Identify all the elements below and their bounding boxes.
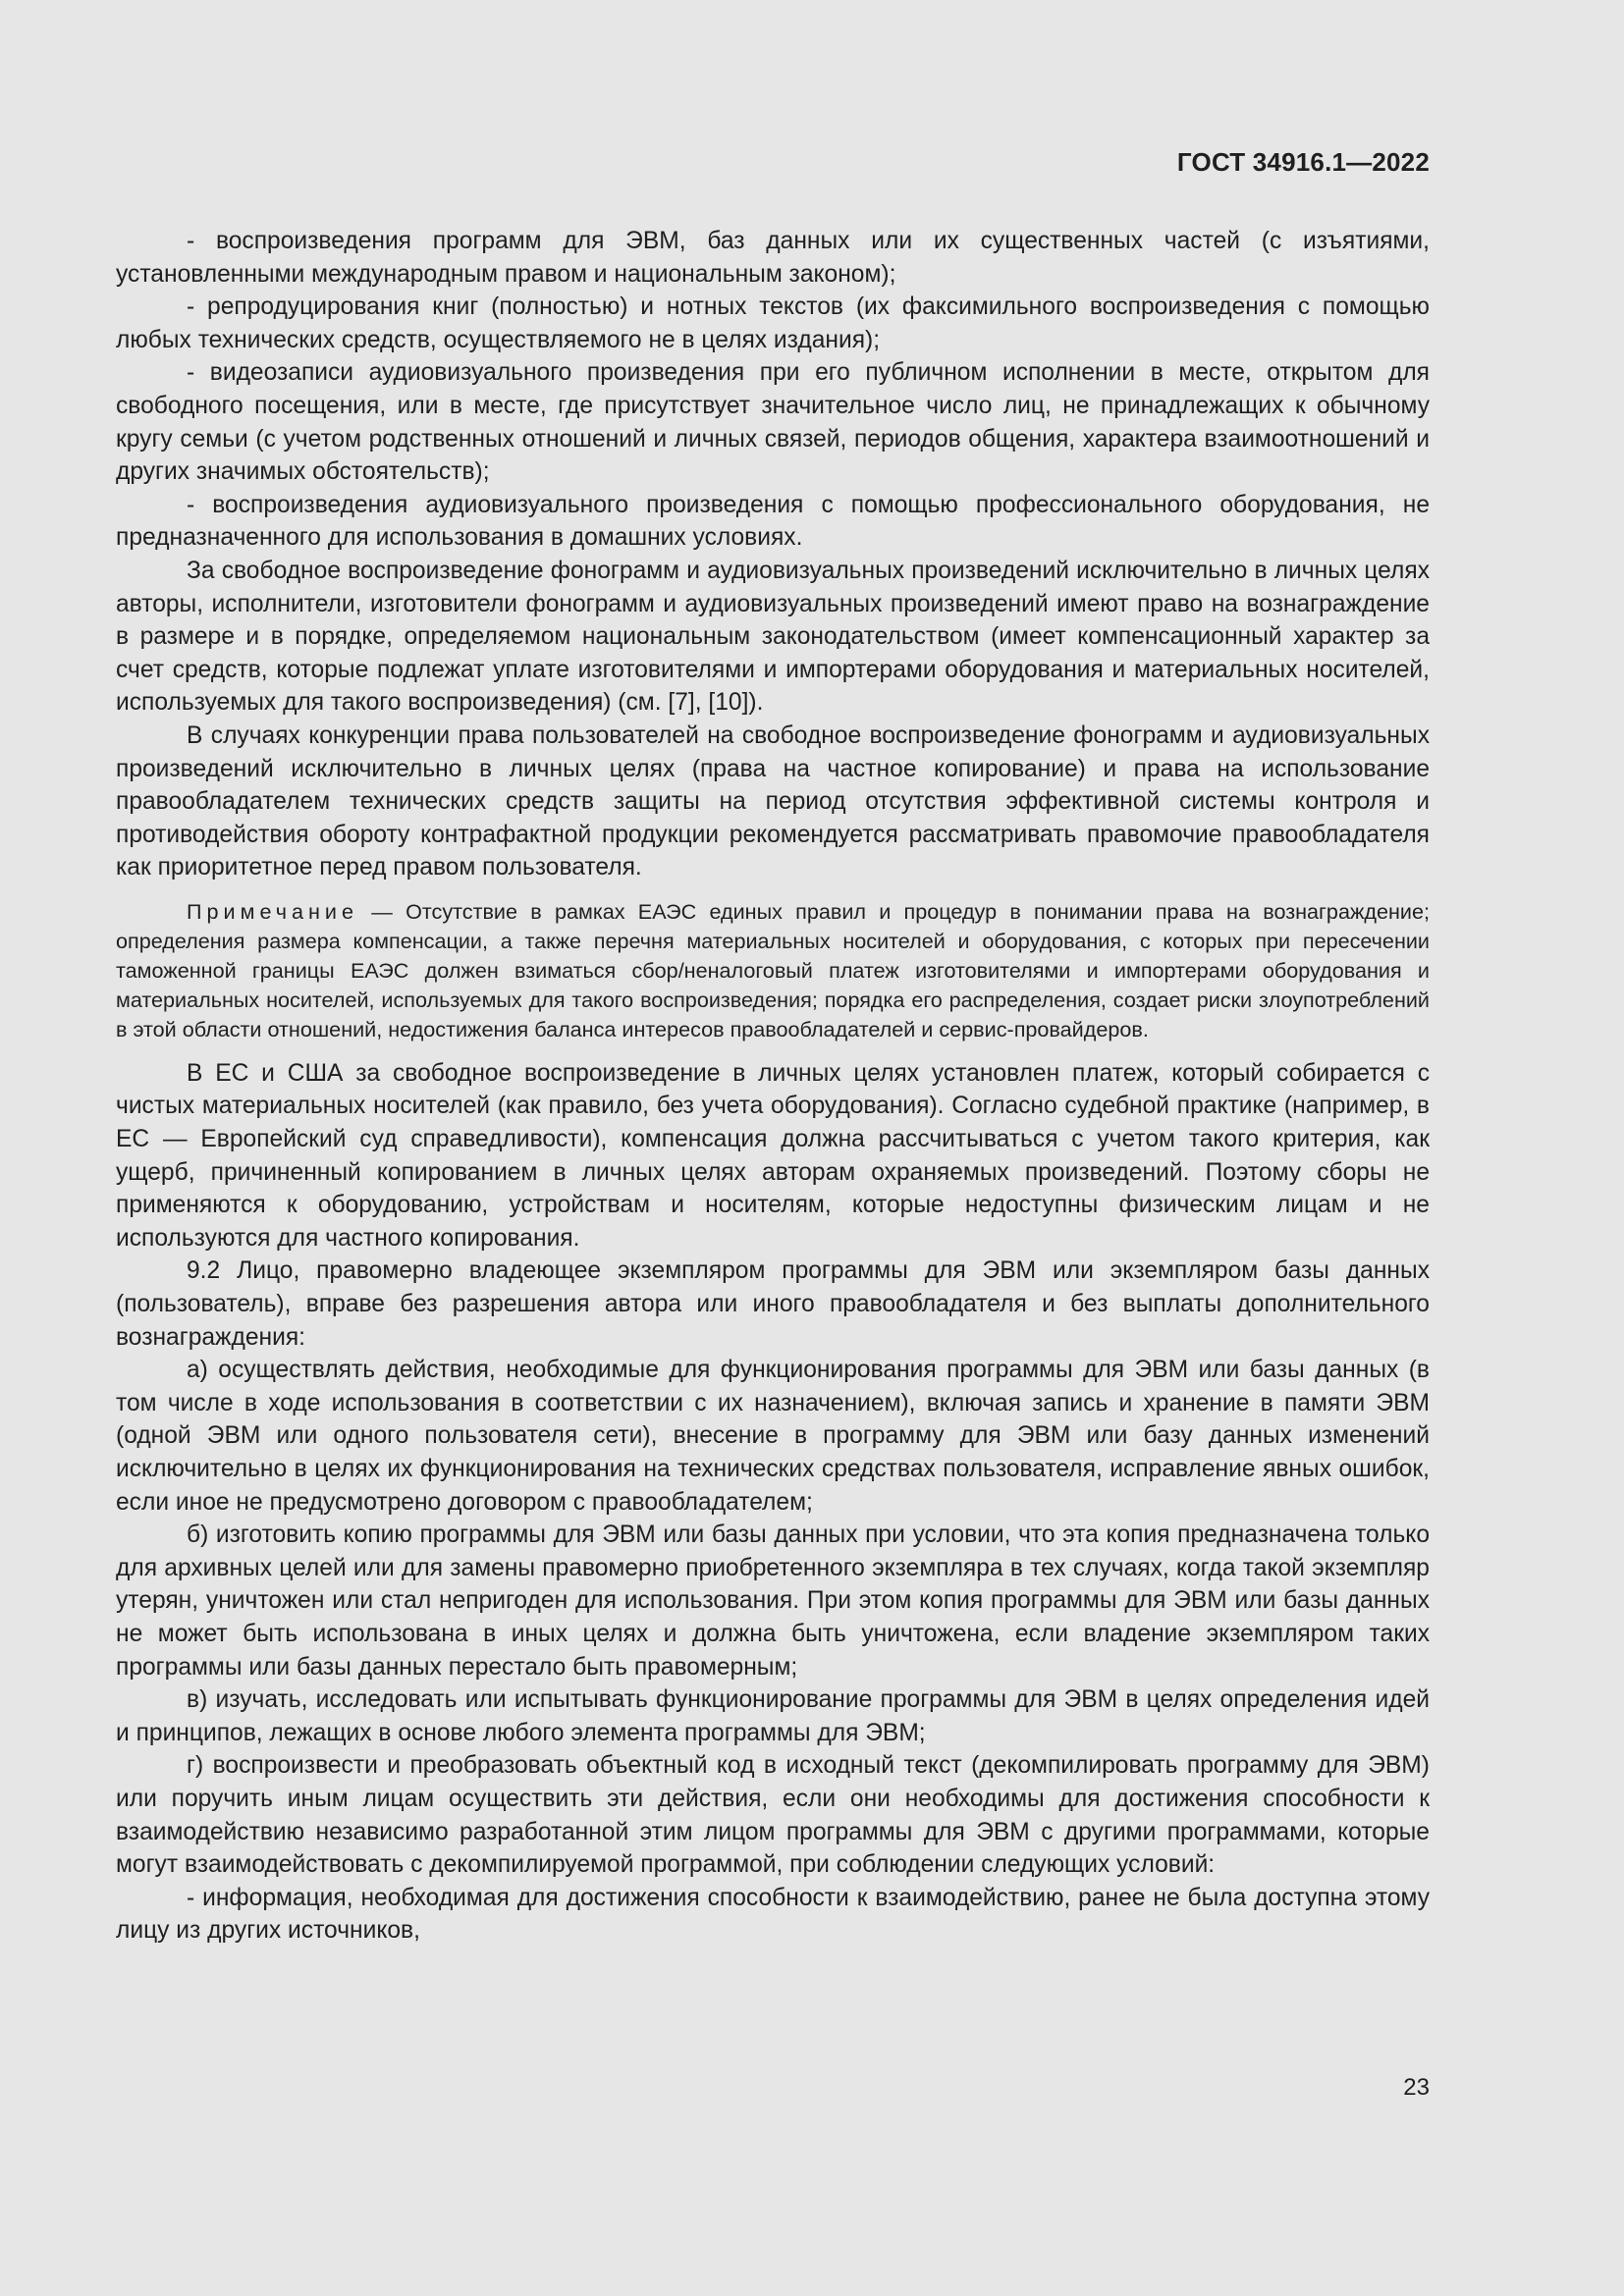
clause-item-a: а) осуществлять действия, необходимые для функционирования программы для ЭВМ или базы данных (в том числе в ходе использования в соответствии с их назначением), включая запись и хранение в памяти ЭВМ (одной ЭВМ или одного пользователя сети), внесение в программу для ЭВМ или базу данных изменений исключительно в целях их функционирования на технических средствах пользователя, исправление явных ошибок, если иное не предусмотрено договором с правообладателем; bbox=[116, 1357, 1430, 1516]
paragraph-eu-usa: В ЕС и США за свободное воспроизведение в личных целях установлен платеж, который собирается с чистых материальных носителей (как правило, без учета оборудования). Согласно судебной практике (например, в ЕС — Европейский суд справедливости), компенсация должна рассчитываться с учетом такого критерия, как ущерб, причиненный копированием в личных целях авторам охраняемых произведений. Поэтому сборы не применяются к оборудованию, устройствам и носителям, которые недоступны физическим лицам и не используются для частного копирования. bbox=[116, 1059, 1430, 1252]
page-number: 23 bbox=[1403, 2074, 1430, 2101]
clause-item-b: б) изготовить копию программы для ЭВМ или базы данных при условии, что эта копия предназначена только для архивных целей или для замены правомерно приобретенного экземпляра в тех случаях, когда такой экземпляр утерян, уничтожен или стал непригоден для использования. При этом копия программы для ЭВМ или базы данных не может быть использована в иных целях и должна быть уничтожена, если владение экземпляром таких программы или базы данных перестало быть правомерным; bbox=[116, 1522, 1430, 1681]
list-item-video-recording: - видеозаписи аудиовизуального произведения при его публичном исполнении в месте, открытом для свободного посещения, или в месте, где присутствует значительное число лиц, не принадлежащих к обычному кругу семьи (с учетом родственных отношений и личных связей, периодов общения, характера взаимоотношений и других значимых обстоятельств); bbox=[116, 359, 1430, 486]
list-item-programs: - воспроизведения программ для ЭВМ, баз данных или их существенных частей (с изъятиями, установленными международным правом и национальным законом); bbox=[116, 228, 1430, 288]
clause-item-g: г) воспроизвести и преобразовать объектный код в исходный текст (декомпилировать программу для ЭВМ) или поручить иным лицам осуществить эти действия, если они необходимы для достижения способности к взаимодействию независимо разработанной этим лицом программы для ЭВМ с другими программами, которые могут взаимодействовать с декомпилируемой программой, при соблюдении следующих условий: bbox=[116, 1752, 1430, 1879]
note-label: Примечание bbox=[187, 898, 358, 924]
clause-9-2: 9.2 Лицо, правомерно владеющее экземпляром программы для ЭВМ или экземпляром базы данных (пользователь), вправе без разрешения автора или иного правообладателя и без выплаты дополнительного вознаграждения: bbox=[116, 1257, 1430, 1351]
paragraph-competition-of-rights: В случаях конкуренции права пользователей на свободное воспроизведение фонограмм и аудиовизуальных произведений исключительно в личных целях (права на частное копирование) и права на использование правообладателем технических средств защиты на период отсутствия эффективной системы контроля и противодействия обороту контрафактной продукции рекомендуется рассматривать правомочие правообладателя как приоритетное перед правом пользователя. bbox=[116, 721, 1430, 881]
note bbox=[116, 897, 1430, 1044]
note-text: — Отсутствие в рамках ЕАЭС единых правил и процедур в понимании права на вознаграждение; определения размера компенсации, а также перечня материальных носителей и оборудования, с которых при пересечении таможенной границы ЕАЭС должен взиматься сбор/неналоговый платеж изготовителями и импортерами оборудования и материальных носителей, используемых для такого воспроизведения; порядка его распределения, создает риски злоупотреблений в этой области отношений, недостижения баланса интересов правообладателей и сервис-провайдеров. bbox=[116, 898, 1431, 1041]
list-item-professional-equipment: - воспроизведения аудиовизуального произведения с помощью профессионального оборудования, не предназначенного для использования в домашних условиях. bbox=[116, 491, 1430, 552]
list-item-information: - информация, необходимая для достижения способности к взаимодействию, ранее не была доступна этому лицу из других источников, bbox=[116, 1884, 1430, 1945]
clause-item-v: в) изучать, исследовать или испытывать функционирование программы для ЭВМ в целях определения идей и принципов, лежащих в основе любого элемента программы для ЭВМ; bbox=[116, 1686, 1430, 1746]
paragraph-remuneration: За свободное воспроизведение фонограмм и аудиовизуальных произведений исключительно в личных целях авторы, исполнители, изготовители фонограмм и аудиовизуальных произведений имеют право на вознаграждение в размере и в порядке, определяемом национальным законодательством (имеет компенсационный характер за счет средств, которые подлежат уплате изготовителями и импортерами оборудования и материальных носителей, используемых для такого воспроизведения) (см. [7], [10]). bbox=[116, 557, 1430, 717]
list-item-books: - репродуцирования книг (полностью) и нотных текстов (их факсимильного воспроизведения с помощью любых технических средств, осуществляемого не в целях издания); bbox=[116, 294, 1430, 353]
body-text bbox=[116, 225, 1430, 1948]
standard-designation: ГОСТ 34916.1—2022 bbox=[1176, 147, 1430, 177]
